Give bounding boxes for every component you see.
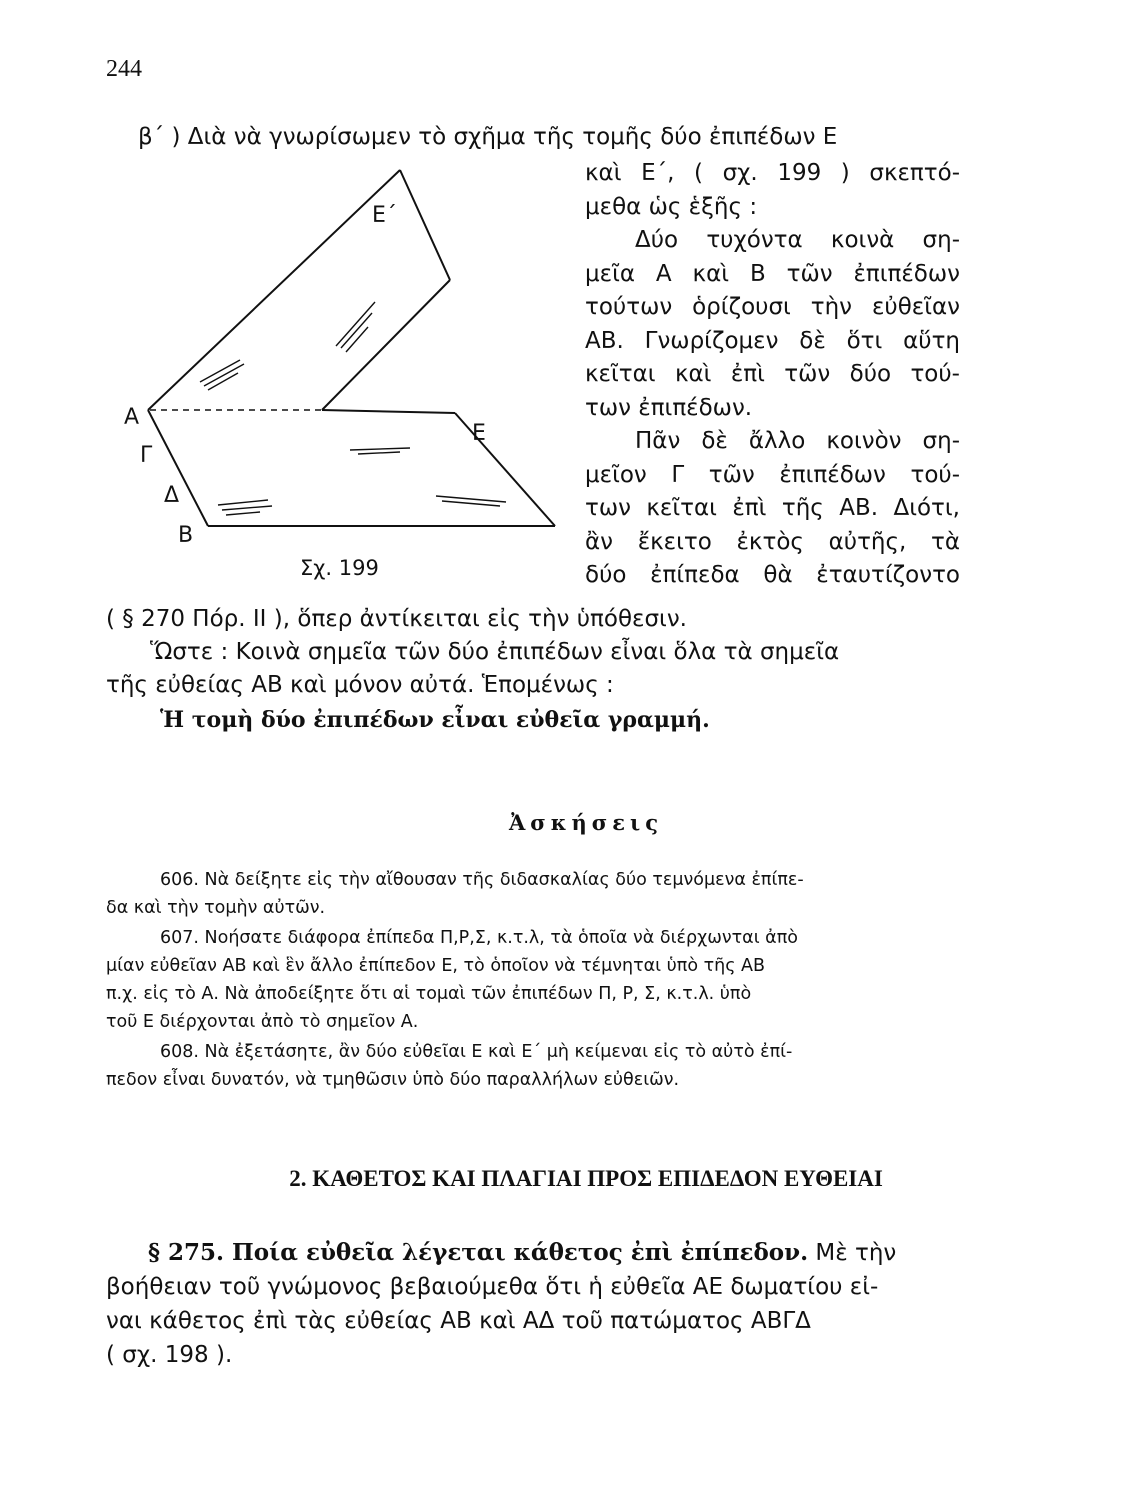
text-line [106, 1236, 958, 1270]
text-line: καὶ Ε΄, ( σχ. 199 ) σκεπτό- [585, 160, 960, 186]
text-line: μεῖον Γ τῶν ἐπιπέδων τού- [585, 461, 960, 488]
label-g: Γ [140, 443, 153, 468]
text-line: μίαν εὐθεῖαν ΑΒ καὶ ἓν ἄλλο ἐπίπεδον Ε, τὸ ὁποῖον νὰ τέμνηται ὑπὸ τῆς ΑΒ [106, 956, 766, 976]
label-e-prime: Ε΄ [372, 203, 397, 228]
label-a: Α [124, 405, 140, 430]
text-line: π.χ. εἰς τὸ Α. Νὰ ἀποδείξητε ὅτι αἱ τομαὶ τῶν ἐπιπέδων Π, Ρ, Σ, κ.τ.λ. ὑπὸ [106, 984, 752, 1004]
label-b: Β [178, 523, 194, 548]
text-line: ΑΒ. Γνωρίζομεν δὲ ὅτι αὕτη [585, 327, 960, 354]
text-line: δα καὶ τὴν τομὴν αὐτῶν. [106, 898, 326, 918]
text-line: τῆς εὐθείας ΑΒ καὶ μόνον αὐτά. Ἑπομένως : [106, 672, 614, 698]
text-line: κεῖται καὶ ἐπὶ τῶν δύο τού- [585, 361, 960, 387]
theorem-statement: Ἡ τομὴ δύο ἐπιπέδων εἶναι εὐθεῖα γραμμή. [160, 707, 710, 733]
continuation-text [106, 603, 958, 702]
text-line: τοῦ Ε διέρχονται ἀπὸ τὸ σημεῖον Α. [106, 1012, 419, 1032]
text-line: δύο ἐπίπεδα θὰ ἐταυτίζοντο [585, 562, 960, 588]
text-line: βοήθειαν τοῦ γνώμονος βεβαιούμεθα ὅτι ἡ εὐθεῖα ΑΕ δωματίου εἰ- [106, 1274, 879, 1300]
exercises-heading: Ἀσκήσεις [509, 810, 663, 835]
text-line: των ἐπιπέδων. [585, 394, 753, 421]
figure-caption: Σχ. 199 [300, 556, 379, 580]
section-275-paragraph [106, 1236, 958, 1372]
right-column-text [585, 157, 960, 593]
text-line: πεδον εἶναι δυνατόν, νὰ τμηθῶσιν ὑπὸ δύο παραλλήλων εὐθειῶν. [106, 1070, 680, 1090]
text-line: τούτων ὁρίζουσι τὴν εὐθεῖαν [585, 294, 960, 320]
exercise-608 [106, 1038, 958, 1094]
text-line: 607. Νοήσατε διάφορα ἐπίπεδα Π,Ρ,Σ, κ.τ.λ, τὰ ὁποῖα νὰ διέρχωνται ἀπὸ [160, 928, 798, 948]
text-line: ναι κάθετος ἐπὶ τὰς εὐθείας ΑΒ καὶ ΑΔ τοῦ πατώματος ΑΒΓΔ [106, 1308, 811, 1334]
text-line: ἂν ἔκειτο ἐκτὸς αὐτῆς, τὰ [585, 528, 960, 555]
text-line: 608. Νὰ ἐξετάσητε, ἂν δύο εὐθεῖαι Ε καὶ Ε΄ μὴ κείμεναι εἰς τὸ αὐτὸ ἐπί- [160, 1042, 793, 1062]
exercise-607 [106, 924, 958, 1036]
text-line: των κεῖται ἐπὶ τῆς ΑΒ. Διότι, [585, 495, 960, 521]
page-number: 244 [106, 56, 142, 82]
text-line: Πᾶν δὲ ἄλλο κοινὸν ση- [635, 428, 960, 454]
text-line: Ὥστε : Κοινὰ σημεῖα τῶν δύο ἐπιπέδων εἶναι ὅλα τὰ σημεῖα [150, 639, 840, 665]
figure-199 [110, 160, 570, 560]
text-line: ( σχ. 198 ). [106, 1342, 233, 1368]
label-e: Ε [472, 421, 486, 446]
text-line: 606. Νὰ δείξητε εἰς τὴν αἴθουσαν τῆς διδασκαλίας δύο τεμνόμενα ἐπίπε- [160, 870, 804, 890]
exercise-606 [106, 866, 958, 922]
text-line: ( § 270 Πόρ. ΙΙ ), ὅπερ ἀντίκειται εἰς τὴν ὑπόθεσιν. [106, 606, 687, 632]
section-heading: 2. ΚΑΘΕΤΟΣ ΚΑΙ ΠΛΑΓΙΑΙ ΠΡΟΣ ΕΠΙΔΕΔΟΝ ΕΥΘΕΙΑΙ [289, 1166, 883, 1191]
text-fragment: Μὲ τὴν [808, 1240, 897, 1266]
exercises-list [106, 866, 958, 1094]
text-line: Δύο τυχόντα κοινὰ ση- [635, 227, 960, 253]
text-line: μεῖα Α καὶ Β τῶν ἐπιπέδων [585, 260, 960, 287]
intro-line: β΄ ) Διὰ νὰ γνωρίσωμεν τὸ σχῆμα τῆς τομῆς δύο ἐπιπέδων Ε [138, 124, 838, 150]
section-275-title: § 275. Ποία εὐθεῖα λέγεται κάθετος ἐπὶ ἐπίπεδον. [148, 1239, 809, 1266]
label-d: Δ [164, 483, 180, 508]
text-line: μεθα ὡς ἑξῆς : [585, 193, 758, 220]
